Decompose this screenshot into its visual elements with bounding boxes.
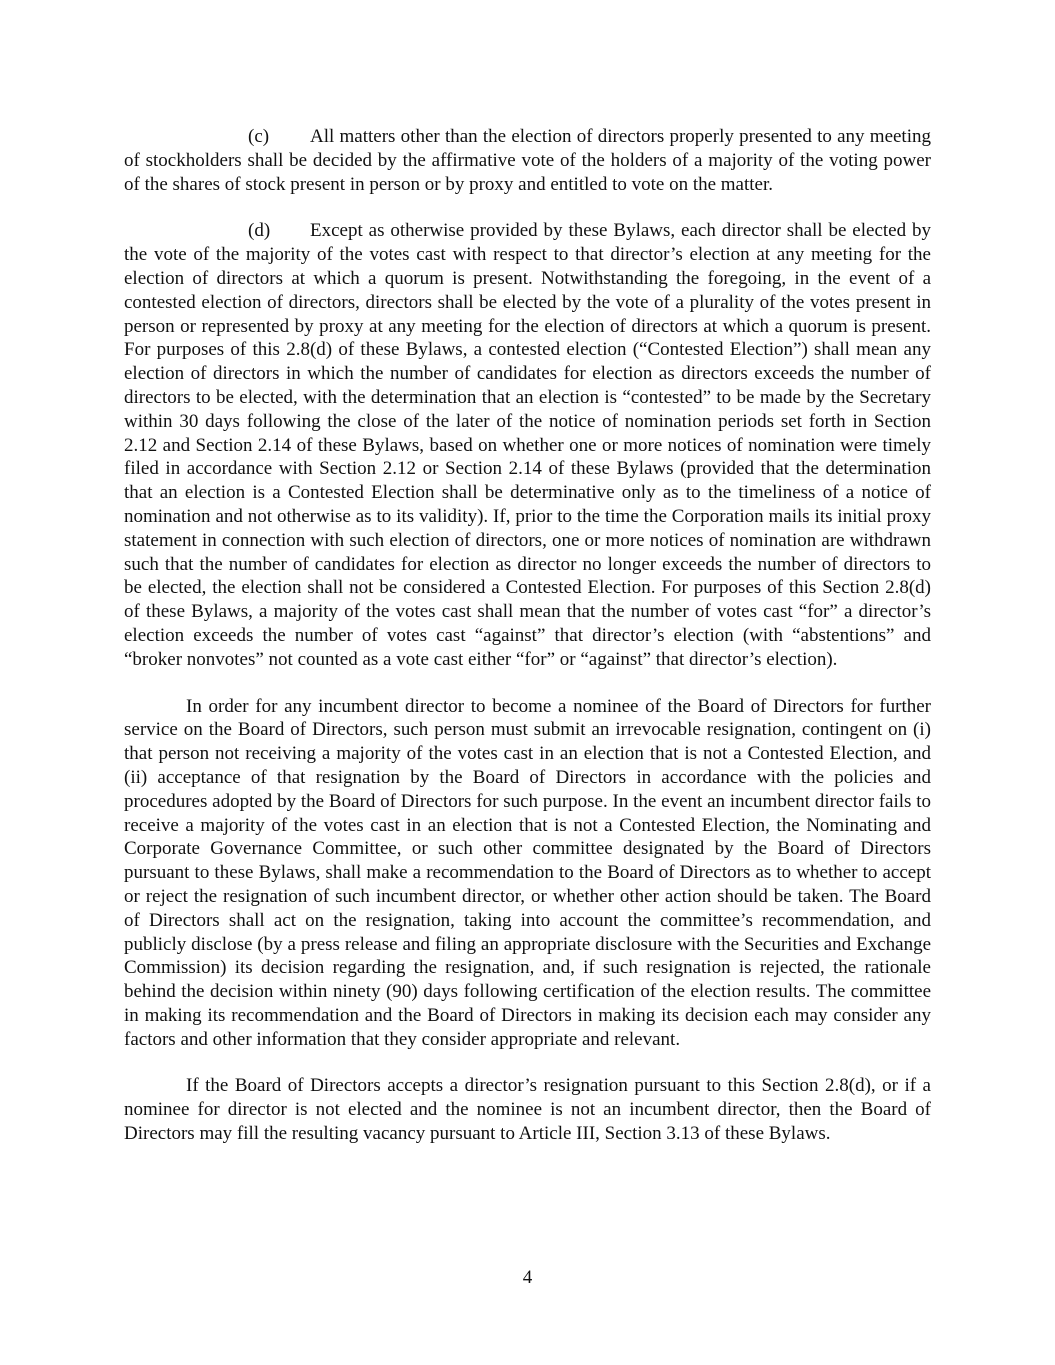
paragraph-text-c: All matters other than the election of directors properly presented to any meeting of stockholders shall be decided by the affirmative vote of the holders of a majority of the voting power of the shares of stock present in person or by proxy and entitled to vote on the matter.	[124, 126, 931, 195]
paragraph-marker-d: (d)	[248, 220, 271, 242]
paragraph-text-vacancy: If the Board of Directors accepts a director’s resignation pursuant to this Section 2.8(d), or if a nominee for director is not elected and the nominee is not an incumbent director, then the Board of Directors may fill the resulting vacancy pursuant to Article III, Section 3.13 of these Bylaws.	[124, 1075, 931, 1145]
paragraph-d	[124, 219, 931, 671]
paragraph-incumbent-resignation	[124, 695, 931, 1052]
page-number: 4	[522, 1267, 533, 1288]
paragraph-c	[124, 125, 931, 196]
paragraph-text-d: Except as otherwise provided by these Bylaws, each director shall be elected by the vote of the majority of the votes cast with respect to that director’s election at any meeting for the election of directors at which a quorum is present. Notwithstanding the foregoing, in the event of a contested election of directors, directors shall be elected by the vote of a plurality of the votes present in person or represented by proxy at any meeting for the election of directors at which a quorum is present. For purposes of this 2.8(d) of these Bylaws, a contested election (“Contested Election”) shall mean any election of directors in which the number of candidates for election as directors exceeds the number of directors to be elected, with the determination that an election is “contested” to be made by the Secretary within 30 days following the close of the later of the notice of nomination periods set forth in Section 2.12 and Section 2.14 of these Bylaws, based on whether one or more notices of nomination were timely filed in accordance with Section 2.12 or Section 2.14 of these Bylaws (provided that the determination that an election is a Contested Election shall be determinative only as to the timeliness of a notice of nomination and not otherwise as to its validity). If, prior to the time the Corporation mails its initial proxy statement in connection with such election of directors, one or more notices of nomination are withdrawn such that the number of candidates for election as director no longer exceeds the number of directors to be elected, the election shall not be considered a Contested Election. For purposes of this Section 2.8(d) of these Bylaws, a majority of the votes cast shall mean that the number of votes cast “for” a director’s election exceeds the number of votes cast “against” that director’s election (with “abstentions” and “broker nonvotes” not counted as a vote cast either “for” or “against” that director’s election).	[124, 220, 931, 670]
document-page	[124, 125, 931, 1169]
paragraph-marker-c: (c)	[248, 126, 270, 147]
paragraph-vacancy	[124, 1074, 931, 1145]
paragraph-text-incumbent-resignation: In order for any incumbent director to become a nominee of the Board of Directors for further service on the Board of Directors, such person must submit an irrevocable resignation, contingent on (i) that person not receiving a majority of the votes cast in an election that is not a Contested Election, and (ii) acceptance of that resignation by the Board of Directors in accordance with the policies and procedures adopted by the Board of Directors for such purpose. In the event an incumbent director fails to receive a majority of the votes cast in an election that is not a Contested Election, the Nominating and Corporate Governance Committee, or such other committee designated by the Board of Directors pursuant to these Bylaws, shall make a recommendation to the Board of Directors as to whether to accept or reject the resignation of such incumbent director, or whether other action should be taken. The Board of Directors shall act on the resignation, taking into account the committee’s recommendation, and publicly disclose (by a press release and filing an appropriate disclosure with the Securities and Exchange Commission) its decision regarding the resignation, and, if such resignation is rejected, the rationale behind the decision within ninety (90) days following certification of the election results. The committee in making its recommendation and the Board of Directors in making its decision each may consider any factors and other information that they consider appropriate and relevant.	[124, 695, 931, 1050]
